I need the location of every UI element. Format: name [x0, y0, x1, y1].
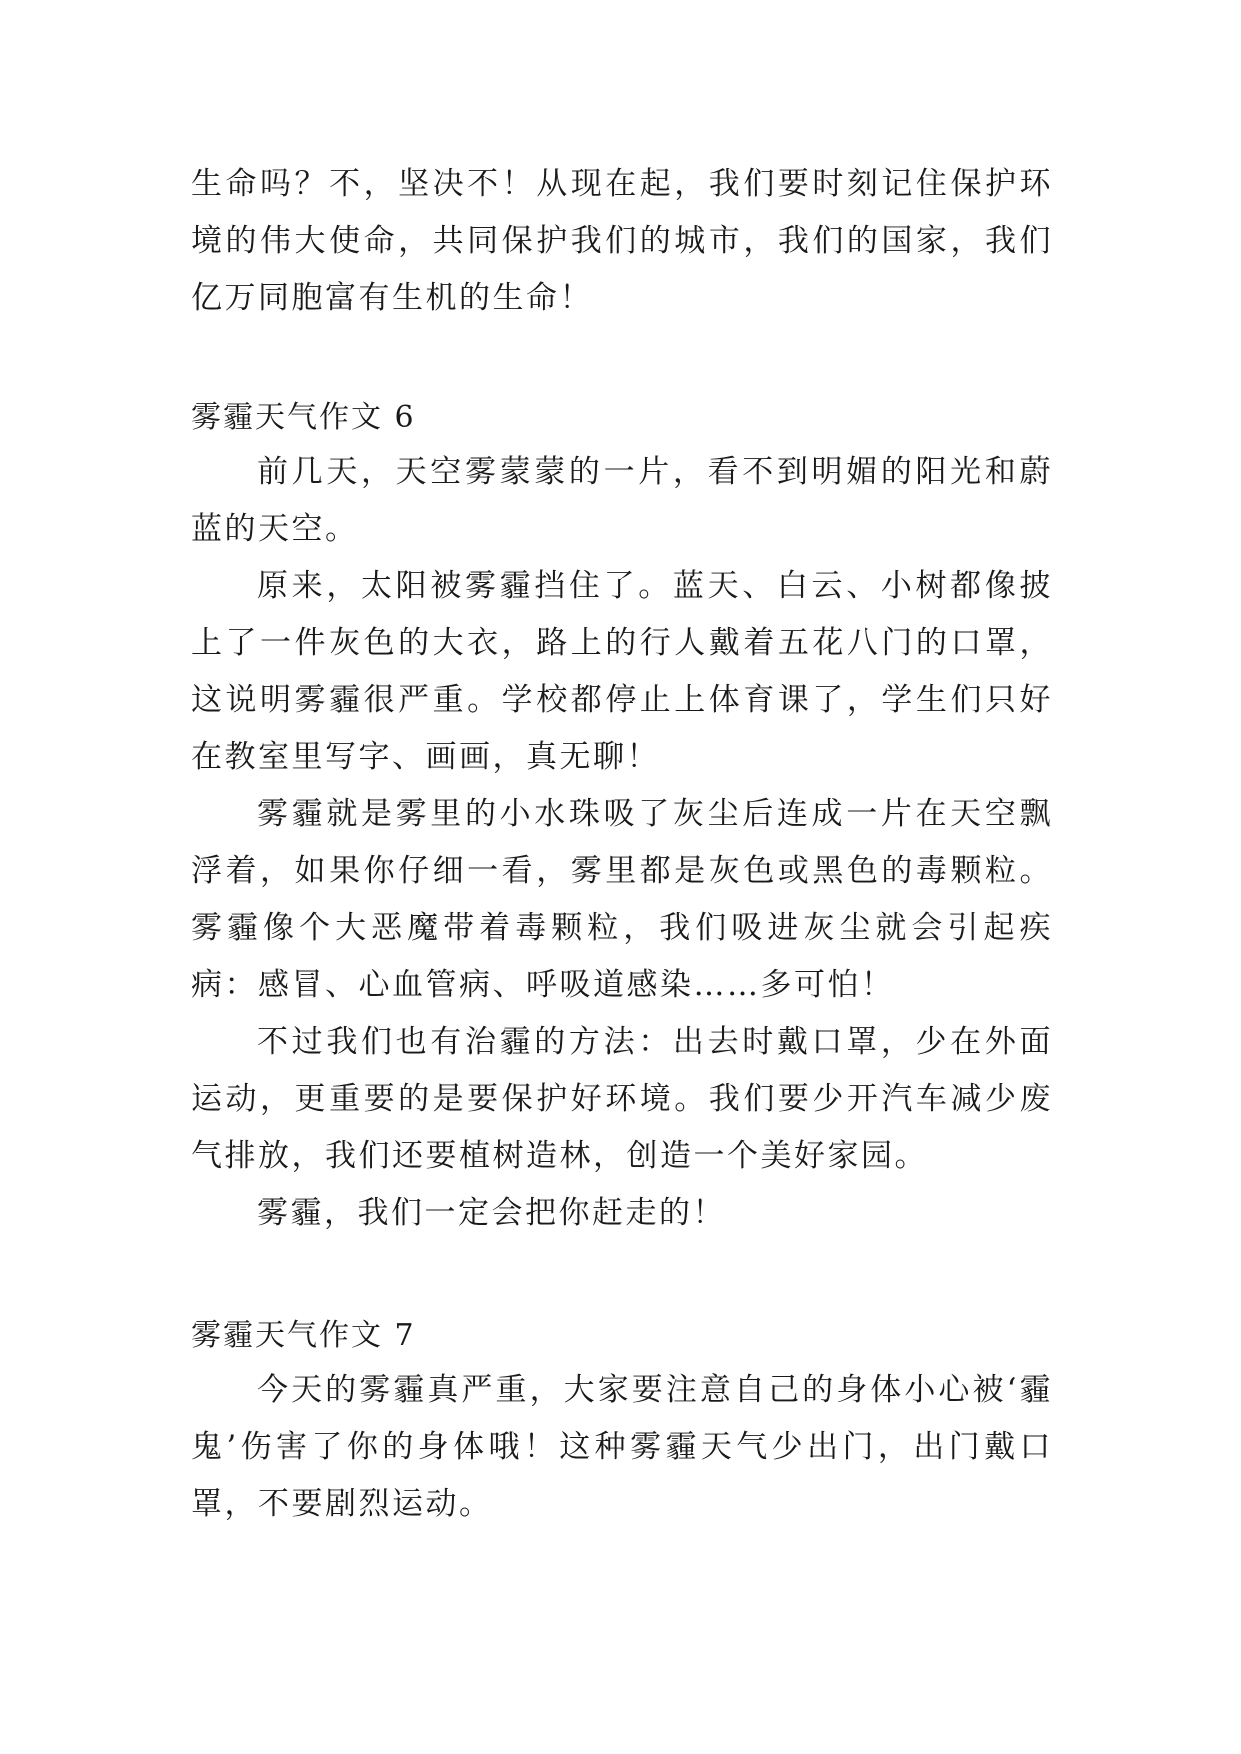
essay-6-paragraph-4: 不过我们也有治霾的方法：出去时戴口罩，少在外面运动，更重要的是要保护好环境。我们要少开汽车减少废气排放，我们还要植树造林，创造一个美好家园。	[191, 1024, 1053, 1174]
essay-6-title: 雾霾天气作文 6	[191, 400, 416, 435]
essay-6-paragraph-3: 雾霾就是雾里的小水珠吸了灰尘后连成一片在天空飘浮着，如果你仔细一看，雾里都是灰色或黑色的毒颗粒。雾霾像个大恶魔带着毒颗粒，我们吸进灰尘就会引起疾病：感冒、心血管病、呼吸道感染……多可怕！	[191, 796, 1053, 1003]
essay-6-paragraph-5: 雾霾，我们一定会把你赶走的！	[257, 1195, 726, 1231]
essay-7-title: 雾霾天气作文 7	[191, 1318, 416, 1353]
essay-6-paragraph-1: 前几天，天空雾蒙蒙的一片，看不到明媚的阳光和蔚蓝的天空。	[191, 454, 1053, 547]
essay-7-paragraph-1: 今天的雾霾真严重，大家要注意自己的身体小心被‘霾鬼’伤害了你的身体哦！这种雾霾天气少出门，出门戴口罩，不要剧烈运动。	[191, 1372, 1053, 1522]
essay-6-paragraph-2: 原来，太阳被雾霾挡住了。蓝天、白云、小树都像披上了一件灰色的大衣，路上的行人戴着五花八门的口罩，这说明雾霾很严重。学校都停止上体育课了，学生们只好在教室里写字、画画，真无聊！	[191, 568, 1053, 775]
continuation-paragraph: 生命吗？不，坚决不！从现在起，我们要时刻记住保护环境的伟大使命，共同保护我们的城市，我们的国家，我们亿万同胞富有生机的生命！	[191, 166, 1053, 316]
